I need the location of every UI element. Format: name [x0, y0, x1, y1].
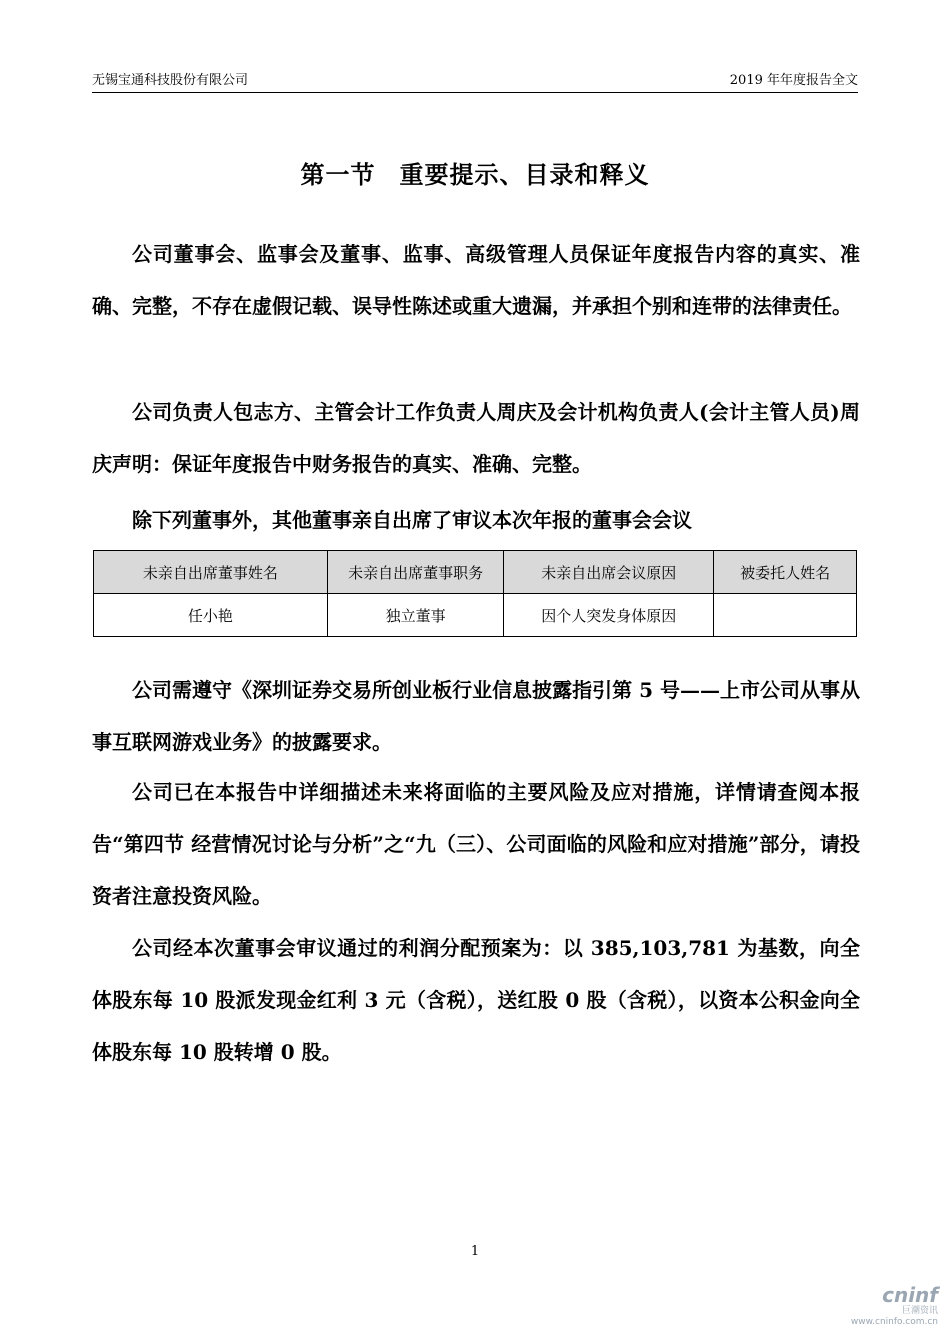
disclosure-requirement: 公司需遵守《深圳证券交易所创业板行业信息披露指引第 5 号——上市公司从事从事互联网游戏业务》的披露要求。	[92, 678, 860, 754]
director-position-cell: 独立董事	[327, 594, 504, 637]
page-header	[92, 72, 858, 93]
section-number: 第一节	[300, 160, 376, 189]
table-header-cell: 未亲自出席会议原因	[504, 551, 714, 594]
director-name-cell: 任小艳	[94, 594, 328, 637]
cninfo-watermark-logo	[846, 1284, 938, 1334]
header-report-title: 2019 年年度报告全文	[729, 73, 858, 88]
table-header-cell: 未亲自出席董事姓名	[94, 551, 328, 594]
watermark-cn: 巨潮资讯	[901, 1306, 938, 1316]
section-name: 重要提示、目录和释义	[399, 160, 650, 189]
page-number: 1	[470, 1244, 480, 1259]
watermark-url: www.cninfo.com.cn	[850, 1317, 938, 1327]
absence-reason-cell: 因个人突发身体原因	[504, 594, 714, 637]
risk-notice: 公司已在本报告中详细描述未来将面临的主要风险及应对措施，详情请查阅本报告“第四节 经营情况讨论与分析”之“九（三）、公司面临的风险和应对措施”部分，请投资者注意投资风险。	[92, 780, 860, 908]
table-row	[94, 594, 857, 637]
absent-directors-intro: 除下列董事外，其他董事亲自出席了审议本次年报的董事会会议	[132, 508, 692, 532]
table-header-cell: 被委托人姓名	[714, 551, 857, 594]
section-title	[0, 155, 950, 190]
proxy-name-cell	[714, 594, 857, 637]
watermark-brand: cninf	[882, 1283, 938, 1307]
header-company-name: 无锡宝通科技股份有限公司	[92, 73, 249, 88]
table-header-row	[94, 551, 857, 594]
responsibility-statement: 公司董事会、监事会及董事、监事、高级管理人员保证年度报告内容的真实、准确、完整，不存在虚假记载、误导性陈述或重大遗漏，并承担个别和连带的法律责任。	[92, 242, 860, 318]
table-header-cell: 未亲自出席董事职务	[327, 551, 504, 594]
profit-distribution-plan: 公司经本次董事会审议通过的利润分配预案为：以 385,103,781 为基数，向全体股东每 10 股派发现金红利 3 元（含税），送红股 0 股（含税），以资本公积金向全体股东每 10 股转增 0 股。	[92, 936, 860, 1064]
absent-directors-table	[93, 550, 857, 637]
financial-statement-declaration: 公司负责人包志方、主管会计工作负责人周庆及会计机构负责人(会计主管人员)周庆声明：保证年度报告中财务报告的真实、准确、完整。	[92, 400, 860, 476]
